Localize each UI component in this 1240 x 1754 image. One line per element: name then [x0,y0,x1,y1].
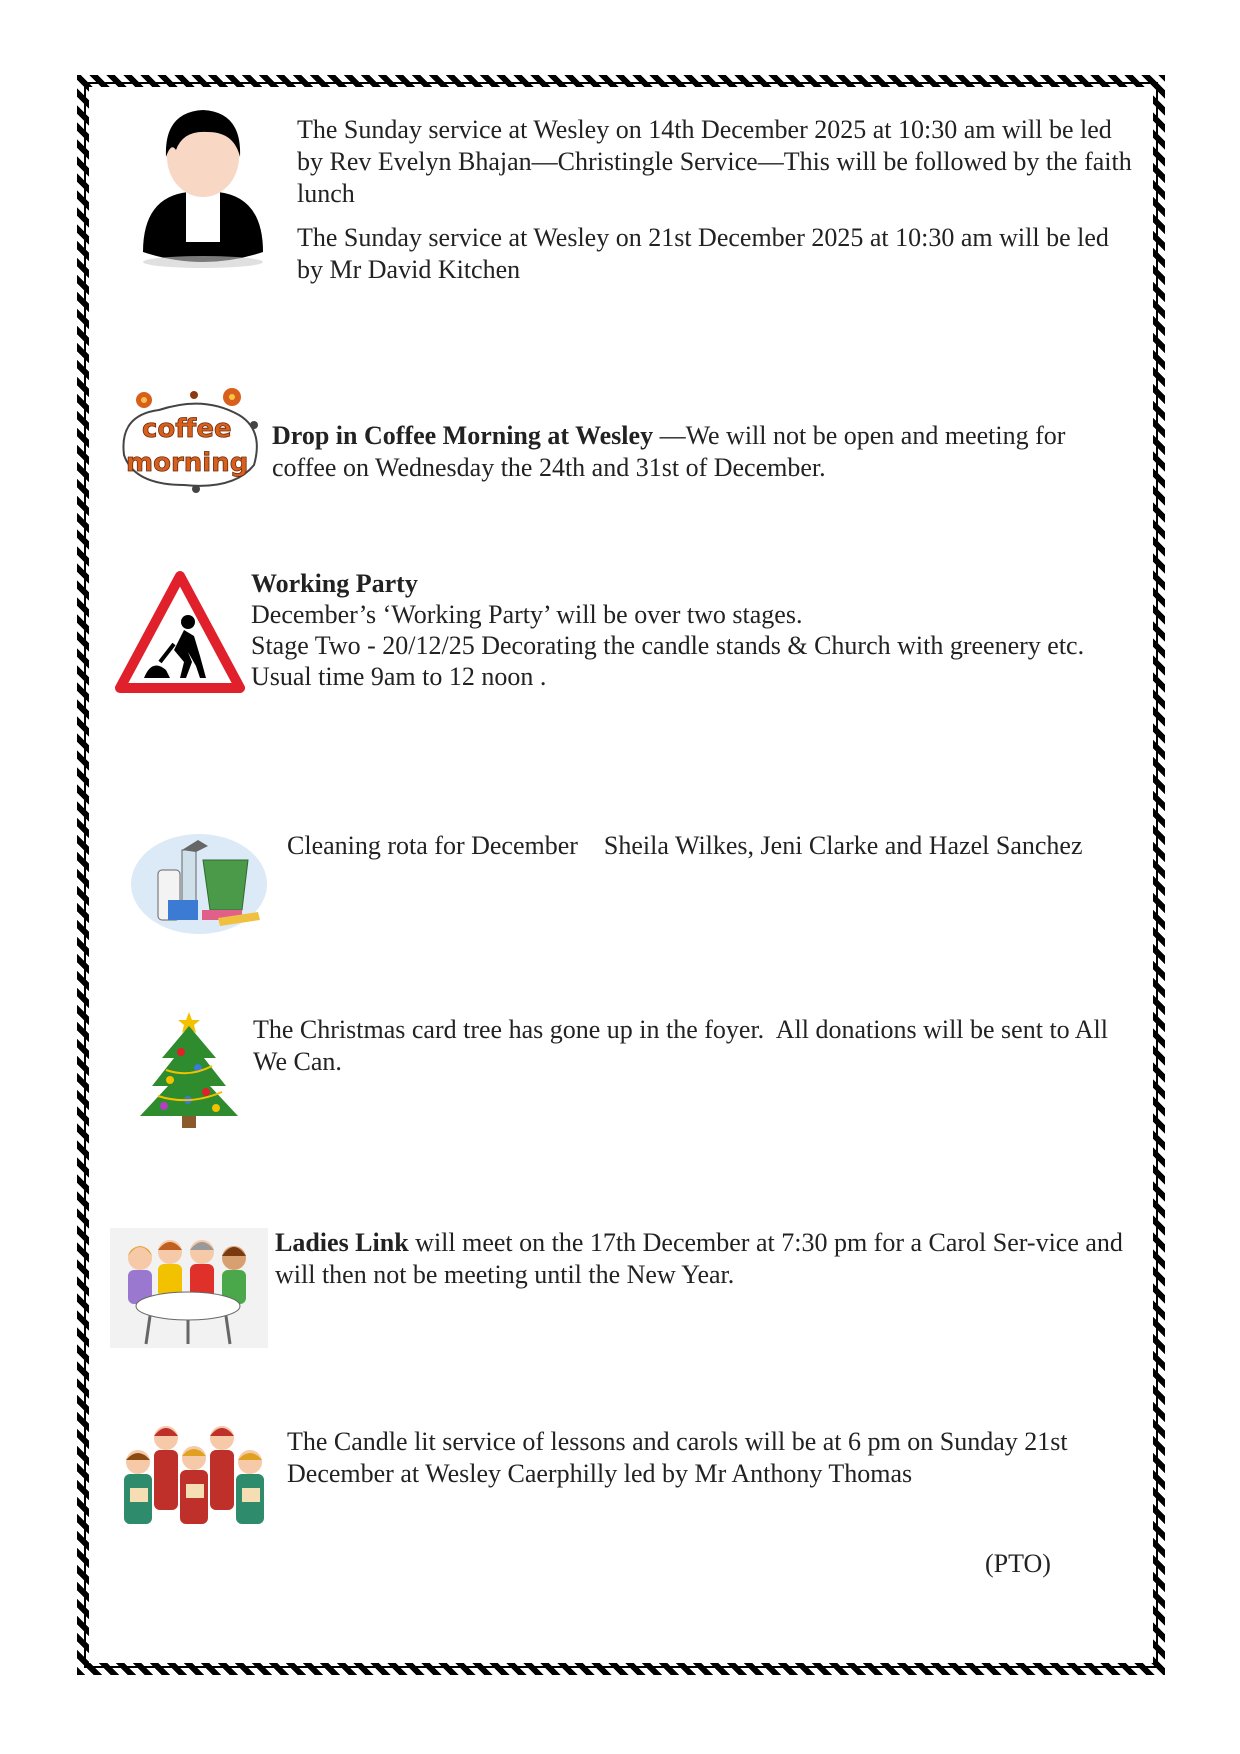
ladies-link-text: will meet on the 17th December at 7:30 pm for a Carol Ser-vice and will then not be meeting until the New Year. [275,1228,1123,1289]
working-party-line-3: Usual time 9am to 12 noon . [251,662,547,691]
working-party-line-2: Stage Two - 20/12/25 Decorating the candle stands & Church with greenery etc. [251,631,1085,660]
working-party-title: Working Party [251,569,418,598]
coffee-logo-word-2: morning [126,448,249,478]
coffee-text: —We will not be open and meeting for coffee on Wednesday the 24th and 31st of December. [272,421,1066,482]
working-party-announcement [251,568,1151,692]
service-paragraph-2: The Sunday service at Wesley on 21st December 2025 at 10:30 am will be led by Mr David Kitchen [297,223,1109,284]
working-party-line-1: December’s ‘Working Party’ will be over two stages. [251,600,803,629]
ladies-group-icon [110,1228,268,1348]
ladies-link-announcement [275,1227,1125,1291]
service-announcement [297,114,1137,286]
ladies-link-title: Ladies Link [275,1228,409,1257]
coffee-logo-word-1: coffee [142,414,232,444]
carols-text: The Candle lit service of lessons and carols will be at 6 pm on Sunday 21st December at Wesley Caerphilly led by Mr Anthony Thomas [287,1427,1068,1488]
coffee-title: Drop in Coffee Morning at Wesley [272,421,654,450]
minister-icon [138,102,268,272]
cleaning-text: Cleaning rota for December Sheila Wilkes, Jeni Clarke and Hazel Sanchez [287,831,1083,860]
carol-singers-icon [118,1418,270,1526]
coffee-morning-logo [114,385,266,497]
service-paragraph-1: The Sunday service at Wesley on 14th December 2025 at 10:30 am will be led by Rev Evelyn Bhajan—Christingle Service—This will be followed by the faith lunch [297,115,1132,208]
christmas-tree-text: The Christmas card tree has gone up in the foyer. All donations will be sent to All We Can. [253,1015,1108,1076]
coffee-announcement [272,420,1132,484]
christmas-tree-announcement [253,1014,1143,1078]
carols-announcement [287,1426,1137,1490]
cleaning-supplies-icon [128,830,270,938]
roadworks-sign-icon [114,570,246,696]
cleaning-announcement [287,830,1107,862]
christmas-tree-icon [136,1008,242,1130]
pto-label: (PTO) [985,1549,1051,1578]
